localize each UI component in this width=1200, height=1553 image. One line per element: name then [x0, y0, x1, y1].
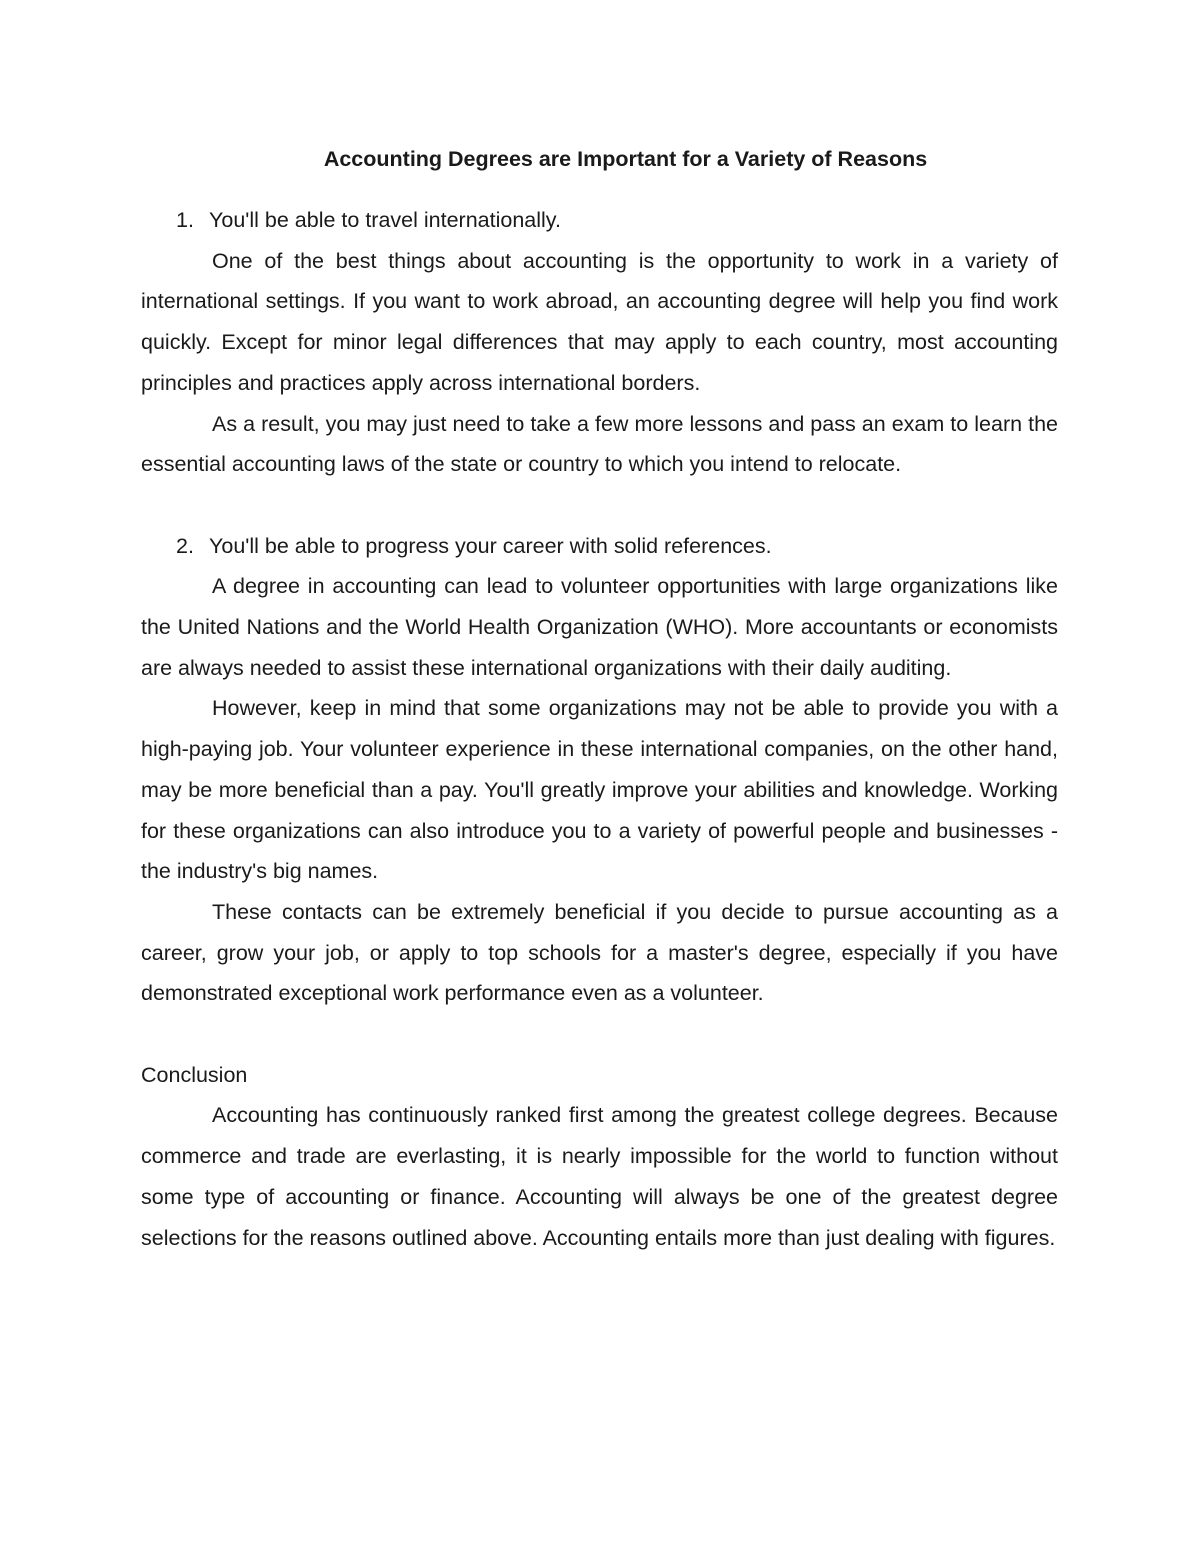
- list-number: 1.: [176, 208, 194, 232]
- spacer: [141, 485, 1058, 526]
- paragraph: As a result, you may just need to take a few more lessons and pass an exam to learn the essential accounting laws of the state or country to which you intend to relocate.: [141, 411, 1058, 477]
- document-body: [141, 139, 1058, 1258]
- numbered-heading: [141, 526, 1058, 567]
- document-title: Accounting Degrees are Important for a Variety of Reasons: [323, 147, 928, 171]
- paragraph: One of the best things about accounting is the opportunity to work in a variety of international settings. If you want to work abroad, an accounting degree will help you find work quickly. Except for minor legal differences that may apply to each country, most accounting principles and practices apply across international borders.: [141, 248, 1058, 395]
- spacer: [141, 180, 1058, 200]
- paragraph: However, keep in mind that some organizations may not be able to provide you with a high-paying job. Your volunteer experience in these international companies, on the other hand, may be more beneficial than a pay. You'll greatly improve your abilities and knowledge. Working for these organizations can also introduce you to a variety of powerful people and businesses - the industry's big names.: [141, 696, 1058, 884]
- list-number: 2.: [176, 533, 194, 558]
- section-heading: You'll be able to progress your career with solid references.: [209, 533, 772, 558]
- numbered-heading: [141, 200, 1058, 241]
- paragraph: A degree in accounting can lead to volunteer opportunities with large organizations like the United Nations and the World Health Organization (WHO). More accountants or economists are always needed to assist these international organizations with their daily auditing.: [141, 574, 1058, 680]
- paragraph: These contacts can be extremely beneficial if you decide to pursue accounting as a career, grow your job, or apply to top schools for a master's degree, especially if you have demonstrated exceptional work performance even as a volunteer.: [141, 899, 1058, 1006]
- conclusion-paragraph: Accounting has continuously ranked first among the greatest college degrees. Because commerce and trade are everlasting, it is nearly impossible for the world to function without some type of accounting or finance. Accounting will always be one of the greatest degree selections for the reasons outlined above. Accounting entails more than just dealing with figures.: [141, 1103, 1058, 1250]
- section-heading: You'll be able to travel internationally.: [209, 208, 561, 232]
- spacer: [141, 1014, 1058, 1055]
- conclusion-heading: Conclusion: [141, 1062, 248, 1087]
